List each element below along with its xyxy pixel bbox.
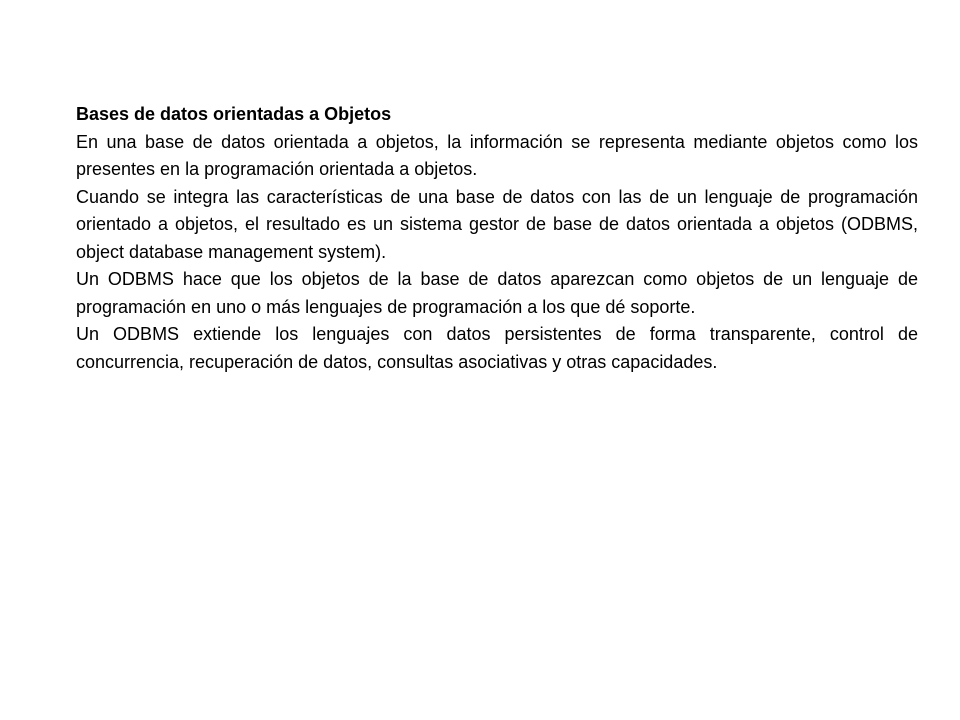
- paragraph-features: Un ODBMS extiende los lenguajes con datos persistentes de forma transparente, control de concurrencia, recuperación de datos, consultas asociativas y otras capacidades.: [76, 324, 918, 372]
- slide-title: Bases de datos orientadas a Objetos: [76, 104, 392, 124]
- slide-body: [76, 101, 918, 376]
- paragraph-integration: Cuando se integra las características de una base de datos con las de un lenguaje de programación orientado a objetos, el resultado es un sistema gestor de base de datos orientada a objetos (ODBMS, object database management system).: [76, 186, 918, 262]
- paragraph-objects: Un ODBMS hace que los objetos de la base de datos aparezcan como objetos de un lenguaje de programación en uno o más lenguajes de programación a los que dé soporte.: [76, 269, 918, 317]
- paragraph-definition: En una base de datos orientada a objetos, la información se representa mediante objetos como los presentes en la programación orientada a objetos.: [76, 131, 918, 179]
